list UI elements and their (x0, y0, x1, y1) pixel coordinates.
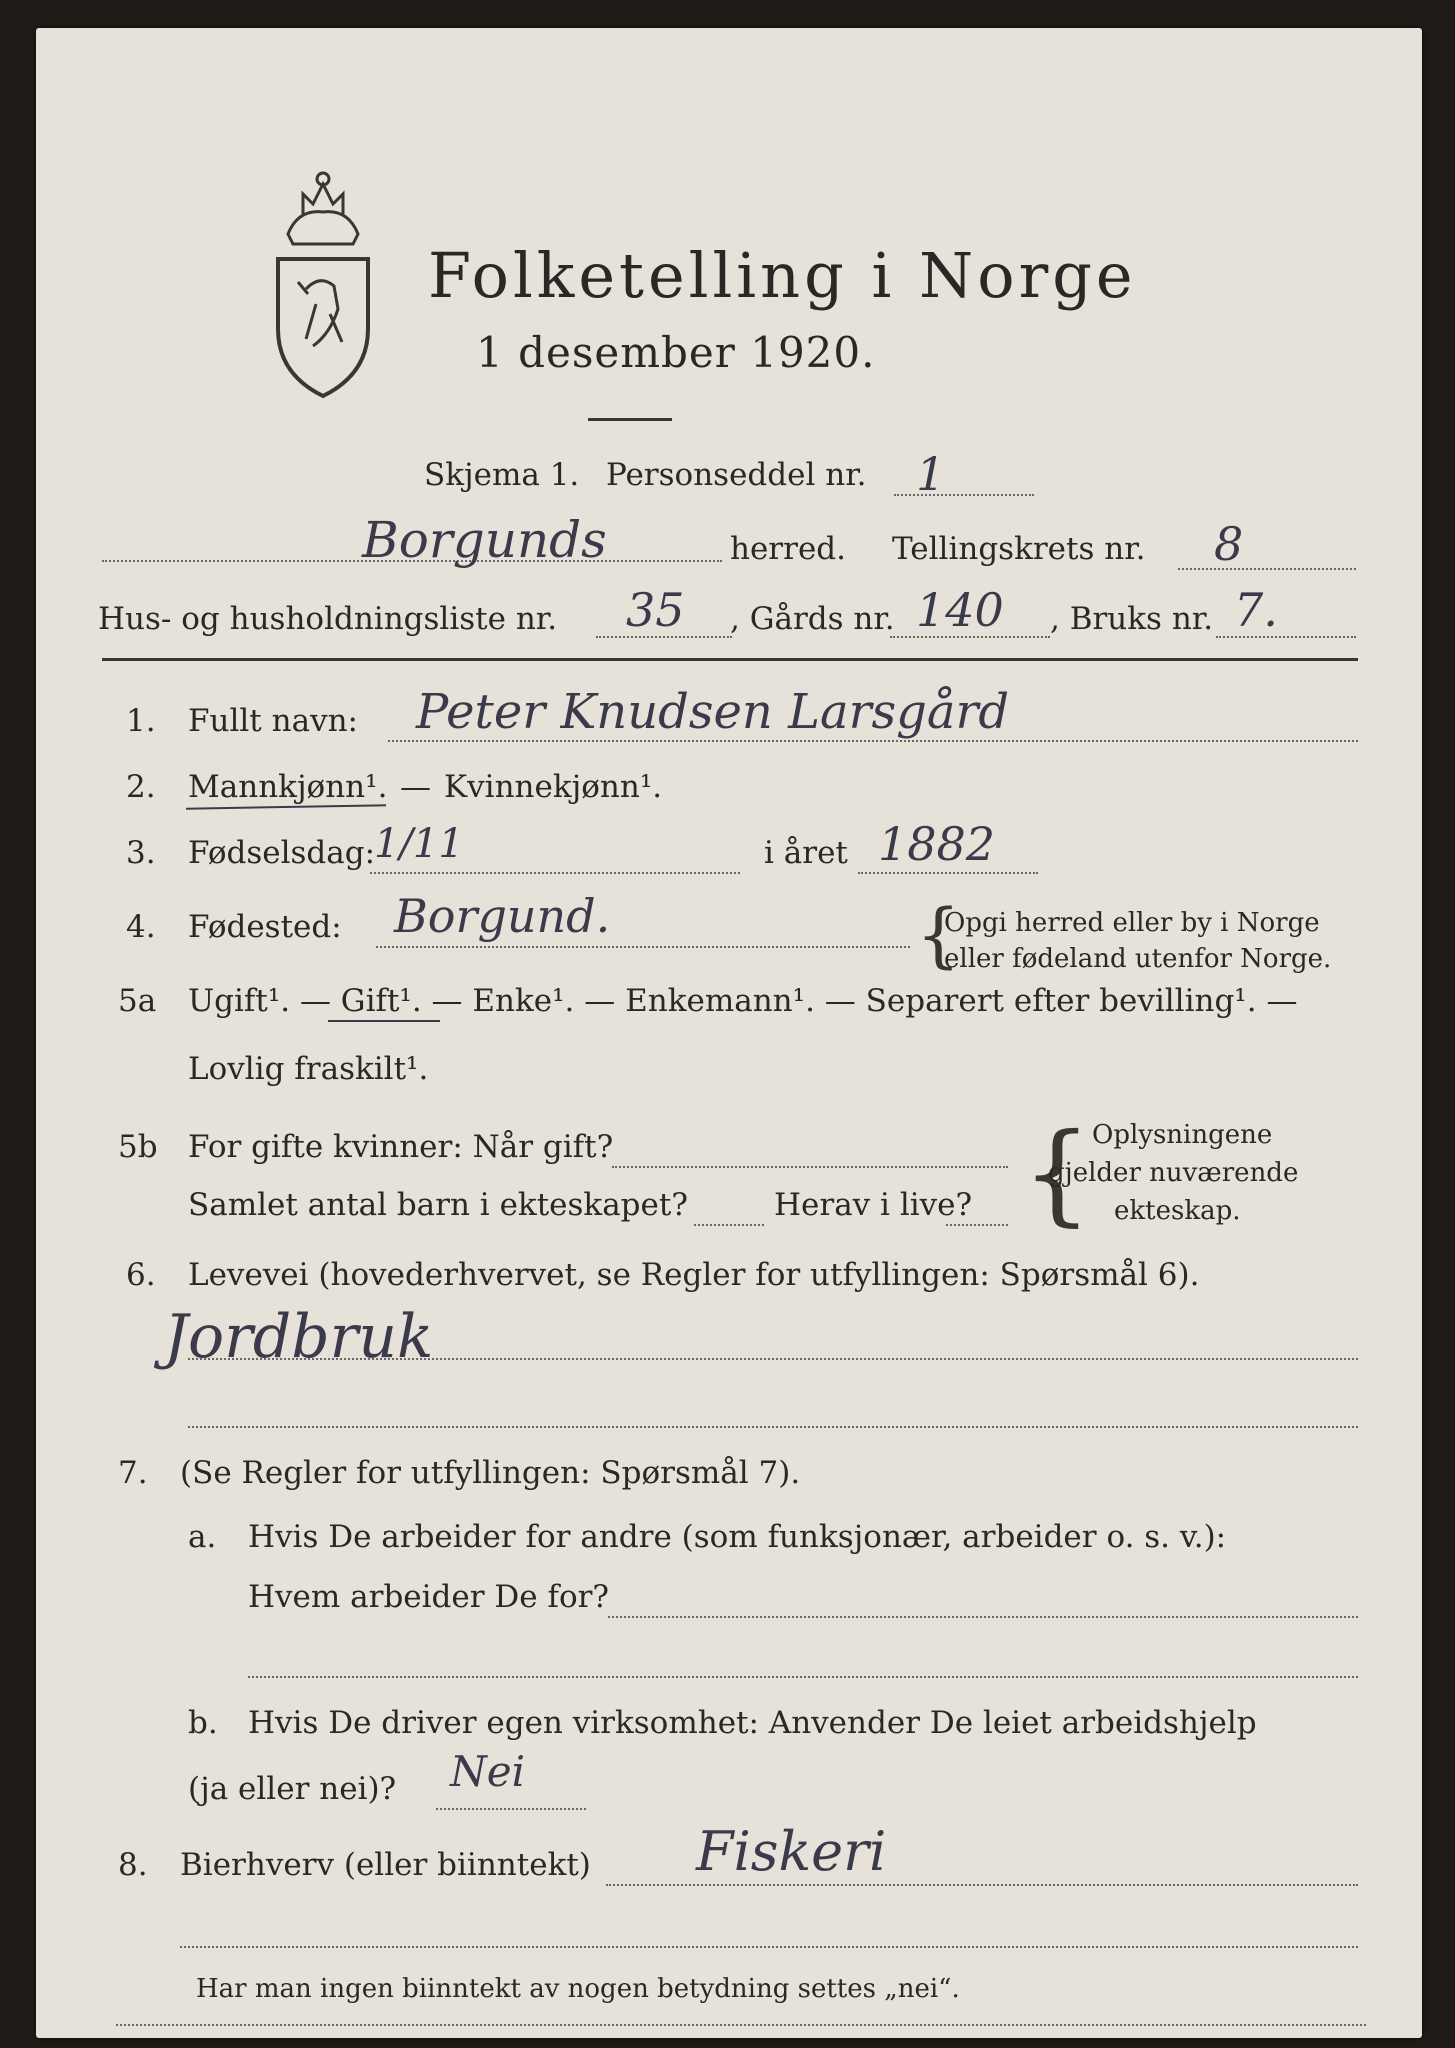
tellingskrets-value: 8 (1214, 517, 1244, 571)
schema-label: Skjema 1. (424, 457, 580, 493)
year-label: i året (764, 835, 848, 871)
hired-help-value: Nei (450, 1747, 526, 1796)
q1-number: 1. (126, 703, 156, 739)
marriage-note-1: Oplysningene (1092, 1120, 1273, 1150)
q2-number: 2. (126, 769, 156, 805)
census-form: Folketelling i Norge 1 desember 1920. Skjema 1. Personseddel nr. 1 Borgunds herred. Tellingskrets nr. 8 Hus- og husholdningsliste nr. 35 , Gårds nr. 140 , Bruks nr. 7. 1. Fullt navn: Peter Knudsen Larsgård 2. Mannkjønn¹. — Kvinnekjønn¹. 3. Fødselsdag: 1/11 i året 1882 4. Fødested: Borgund. { Opgi herred eller by i Norge eller fødeland utenfor Norge. 5a Ugift¹. — Gift¹. — Enke¹. — Enkemann¹. — Separert efter bevilling¹. — Lovlig fraskilt¹. 5b For gifte kvinner: Når gift? Samlet antal barn i ekteskapet? Herav i live? { Oplysningene gjelder nuværende ekteskap. 6. Levevei (hovederhvervet, se Regler for utfyllingen: Spørsmål 6). Jordbruk 7. (Se Regler for utfyllingen: Spørsmål 7). a. Hvis De arbeider for andre (som funksjonær, arbeider o. s. v.): Hvem arbeider De for? b. Hvis De driver egen virksomhet: Anvender De leiet arbeidshjelp (ja eller nei)? Nei 8. Bierhverv (eller biinntekt) Fiskeri Har man ingen biinntekt av nogen betydning settes „nei“. (36, 28, 1422, 2038)
q7b-letter: b. (188, 1705, 218, 1741)
tellingskrets-label: Tellingskrets nr. (892, 531, 1146, 567)
footer-note: Har man ingen biinntekt av nogen betydning settes „nei“. (196, 1974, 960, 2004)
marriage-note-3: ekteskap. (1114, 1196, 1241, 1226)
q7a-letter: a. (188, 1519, 217, 1555)
hus-label: Hus- og husholdningsliste nr. (98, 601, 558, 637)
male-option: Mannkjønn¹. (188, 769, 388, 805)
secondary-income-label: Bierhverv (eller biinntekt) (180, 1847, 591, 1883)
q7-label: (Se Regler for utfyllingen: Spørsmål 7). (180, 1455, 801, 1491)
children-alive-label: Herav i live? (774, 1187, 973, 1223)
female-option: Kvinnekjønn¹. (444, 769, 663, 805)
q5b-number: 5b (118, 1129, 158, 1165)
marriage-note-2: gjelder nuværende (1048, 1158, 1299, 1188)
q7a-line1: Hvis De arbeider for andre (som funksjonær, arbeider o. s. v.): (248, 1519, 1227, 1555)
gender-separator: — (400, 769, 431, 805)
bruks-value: 7. (1234, 583, 1278, 637)
when-married-label: For gifte kvinner: Når gift? (188, 1129, 614, 1165)
children-count-label: Samlet antal barn i ekteskapet? (188, 1187, 688, 1223)
q7b-line1: Hvis De driver egen virksomhet: Anvender De leiet arbeidshjelp (248, 1705, 1257, 1741)
birthplace-note-2: eller fødeland utenfor Norge. (944, 944, 1332, 974)
birthplace-value: Borgund. (394, 889, 611, 943)
q3-number: 3. (126, 835, 156, 871)
herred-value: Borgunds (362, 511, 607, 569)
secondary-income-value: Fiskeri (696, 1820, 887, 1883)
full-name-value: Peter Knudsen Larsgård (416, 684, 1010, 740)
gards-label: , Gårds nr. (730, 601, 895, 637)
gift-underline (328, 1020, 440, 1022)
birthplace-note-1: Opgi herred eller by i Norge (944, 908, 1320, 938)
year-value: 1882 (878, 817, 996, 871)
marital-status-options-2: Lovlig fraskilt¹. (188, 1051, 429, 1087)
hus-value: 35 (626, 583, 685, 637)
marital-status-options: Ugift¹. — Gift¹. — Enke¹. — Enkemann¹. — Separert efter bevilling¹. — (188, 983, 1298, 1019)
personseddel-label: Personseddel nr. (606, 457, 867, 493)
q4-number: 4. (126, 909, 156, 945)
gards-value: 140 (916, 583, 1004, 637)
form-title: Folketelling i Norge (428, 239, 1137, 312)
q7a-line2: Hvem arbeider De for? (248, 1579, 610, 1615)
bruks-label: , Bruks nr. (1050, 601, 1214, 637)
title-divider (588, 418, 672, 421)
bottom-edge (116, 2024, 1366, 2026)
full-name-label: Fullt navn: (188, 703, 358, 739)
birthplace-label: Fødested: (188, 909, 342, 945)
birthday-label: Fødselsdag: (188, 835, 376, 871)
livelihood-label: Levevei (hovederhvervet, se Regler for utfyllingen: Spørsmål 6). (188, 1257, 1200, 1293)
q7b-line2: (ja eller nei)? (188, 1771, 397, 1807)
herred-label: herred. (730, 531, 846, 567)
q7-number: 7. (118, 1455, 148, 1491)
personseddel-value: 1 (916, 447, 946, 501)
header-divider (102, 658, 1358, 661)
q6-number: 6. (126, 1257, 156, 1293)
coat-of-arms-icon (268, 164, 378, 404)
q8-number: 8. (118, 1847, 148, 1883)
livelihood-value: Jordbruk (164, 1302, 434, 1372)
birthday-value: 1/11 (374, 821, 464, 867)
form-date: 1 desember 1920. (476, 328, 876, 377)
q5a-number: 5a (118, 983, 157, 1019)
